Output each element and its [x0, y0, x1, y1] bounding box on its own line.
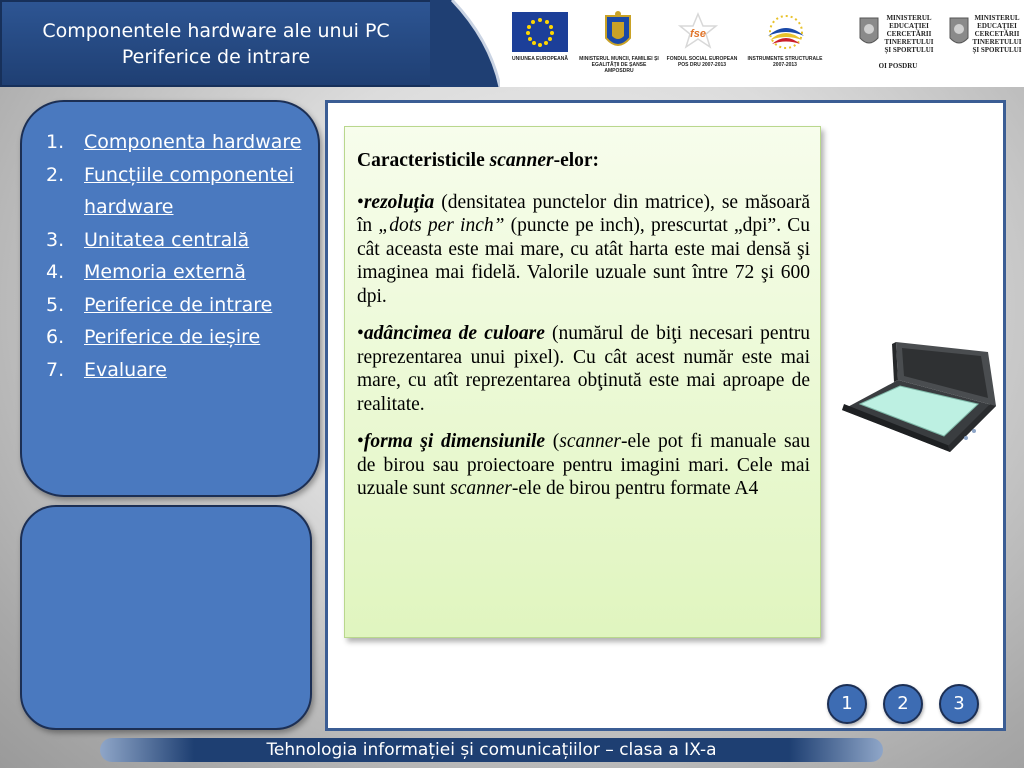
empty-side-panel: [20, 505, 312, 730]
nav-number: 4.: [46, 261, 65, 283]
fse-caption: FONDUL SOCIAL EUROPEAN POS DRU 2007-2013: [666, 56, 738, 68]
nav-number: 7.: [46, 358, 65, 381]
eu-caption: UNIUNEA EUROPEANĂ: [512, 56, 568, 62]
ministry-name-2: MINISTERUL EDUCAȚIEI CERCETĂRII TINERETULUI ȘI SPORTULUI: [972, 14, 1022, 54]
structural-instruments-icon: [758, 12, 814, 52]
nav-number: 2.: [46, 163, 65, 186]
nav-link-componenta-hardware[interactable]: Componenta hardware: [84, 131, 302, 153]
paragraph-text: (puncte pe inch), prescurtat „dpi”. Cu cât aceasta este mai mare, cu atât harta este mai densă şi imaginea mai fidelă. Valorile uzuale sunt între 72 şi 600 dpi.: [357, 215, 811, 307]
footer-text: Tehnologia informației și comunicațiilor – clasa a IX-a: [266, 740, 717, 760]
page-button-1[interactable]: 1: [827, 684, 867, 724]
nav-link-evaluare[interactable]: Evaluare: [84, 358, 167, 381]
scanner-characteristics-card: [344, 126, 821, 638]
nav-link-periferice-intrare[interactable]: Periferice de intrare: [84, 293, 273, 316]
bullet: •: [357, 323, 364, 344]
nav-link-periferice-iesire[interactable]: Periferice de ieșire: [84, 326, 261, 348]
nav-item-unitatea-centrala[interactable]: [46, 224, 308, 257]
flatbed-scanner-icon: [838, 340, 998, 455]
ministry-labor-caption: MINISTERUL MUNCII, FAMILIEI ȘI EGALITĂȚII DE ȘANSE AMPOSDRU: [579, 56, 659, 74]
romania-coat-of-arms-icon: [603, 10, 633, 54]
nav-number: 5.: [46, 293, 65, 316]
paragraph-text: (numărul de biţi necesari pentru reprezentarea unui pixel). Cu cât acest număr este mai mare, cu atît reprezentarea obţinută este mai aproape de realitate.: [357, 323, 810, 415]
bullet: •: [357, 431, 364, 452]
nav-item-periferice-intrare[interactable]: [46, 289, 308, 322]
nav-link-functiile-componentei[interactable]: Funcțiile componentei hardware: [84, 163, 294, 218]
page-button-2[interactable]: 2: [883, 684, 923, 724]
nav-number: 1.: [46, 131, 65, 153]
term-form-size: forma şi dimensiunile: [363, 431, 546, 452]
nav-link-unitatea-centrala[interactable]: Unitatea centrală: [84, 228, 250, 251]
term-resolution: rezoluţia: [363, 191, 435, 213]
nav-item-componenta-hardware[interactable]: [46, 126, 308, 159]
navigation-panel: [20, 100, 320, 497]
nav-item-evaluare[interactable]: [46, 354, 308, 387]
ministry-crest-icon: [948, 14, 970, 50]
content-frame: [325, 100, 1006, 731]
pagination: [827, 684, 987, 724]
italic-scanner: scanner: [559, 431, 622, 452]
page-button-3[interactable]: 3: [939, 684, 979, 724]
heading-text: Caracteristicile: [357, 150, 490, 171]
paragraph-color-depth: [357, 322, 810, 416]
nav-item-periferice-iesire[interactable]: [46, 321, 308, 354]
paragraph-text: -ele de birou pentru formate A4: [511, 478, 759, 499]
slide-title: [0, 0, 432, 87]
bullet: •: [357, 191, 364, 213]
paragraph-text: -ele pot fi manuale sau de birou sau proiectoare pentru imagini mari. Cele mai uzuale sunt: [357, 431, 810, 499]
ministry-sub-1: OI POSDRU: [878, 62, 918, 70]
svg-text:fse: fse: [690, 28, 706, 40]
structural-caption: INSTRUMENTE STRUCTURALE 2007-2013: [747, 56, 823, 68]
paragraph-text: (densitatea punctelor din matrice), se măsoară în: [357, 191, 810, 236]
card-heading: [357, 149, 810, 173]
fse-logo-icon: [676, 12, 720, 52]
term-color-depth: adâncimea de culoare: [363, 323, 545, 344]
eu-flag-icon: [512, 12, 568, 52]
slide-title-line2: Periferice de intrare: [121, 46, 311, 68]
heading-italic: scanner: [489, 150, 554, 171]
heading-suffix: -elor:: [553, 150, 600, 171]
nav-item-functiile-componentei[interactable]: [46, 159, 308, 224]
paragraph-resolution: [357, 191, 810, 309]
paragraph-form-size: [357, 430, 810, 501]
dpi-quote: „dots per inch”: [378, 215, 505, 236]
ministry-crest-icon: [858, 14, 880, 50]
nav-link-memoria-externa[interactable]: Memoria externă: [84, 261, 246, 283]
header-swoosh-decoration: [430, 0, 500, 87]
nav-list: [46, 126, 308, 386]
paragraph-text: (: [545, 431, 560, 452]
nav-number: 3.: [46, 228, 65, 251]
ministry-name-1: MINISTERUL EDUCAȚIEI CERCETĂRII TINERETULUI ȘI SPORTULUI: [884, 14, 934, 54]
header-banner: [0, 0, 1024, 87]
slide-title-line1: Componentele hardware ale unui PC: [42, 20, 390, 42]
nav-number: 6.: [46, 326, 65, 348]
nav-item-memoria-externa[interactable]: [46, 256, 308, 289]
italic-scanner: scanner: [450, 478, 512, 499]
